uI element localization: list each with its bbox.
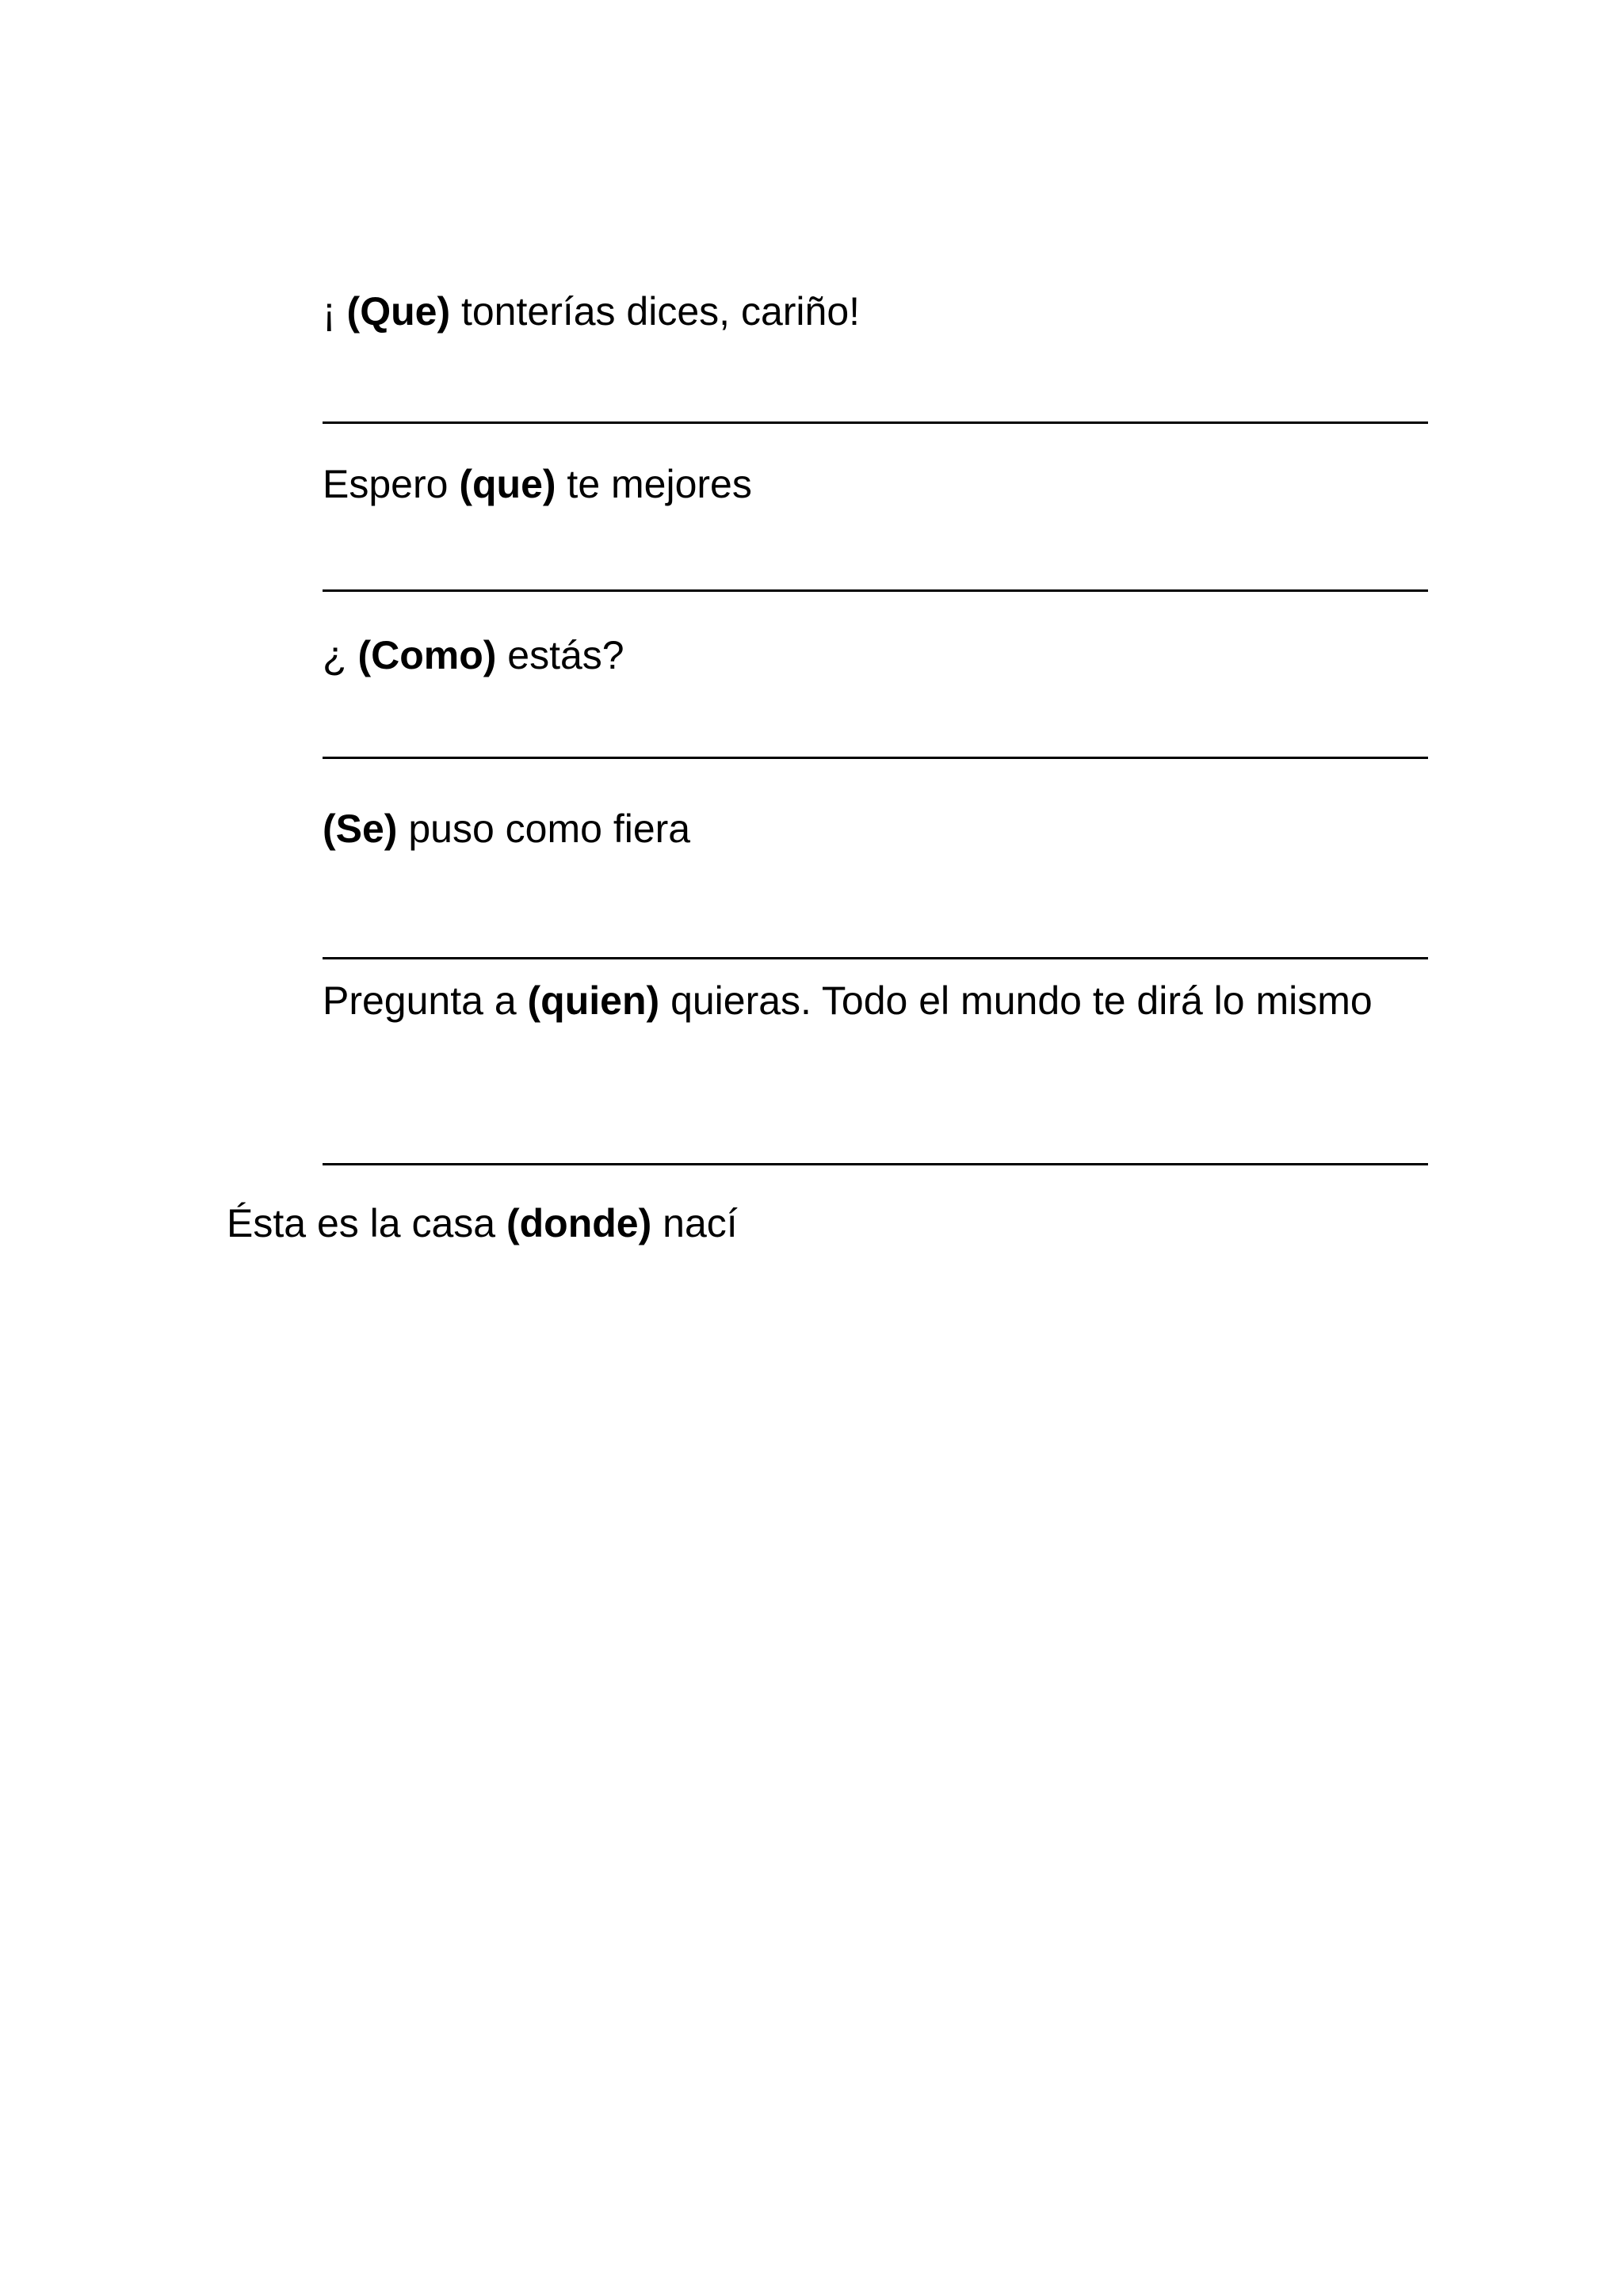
sentence-6-keyword: (donde)	[506, 1201, 652, 1245]
answer-line-1[interactable]	[323, 421, 1428, 424]
sentence-3-before: ¿	[323, 633, 358, 677]
sentence-5-after: quieras. Todo el mundo te dirá lo mismo	[659, 978, 1373, 1023]
sentence-3-after: estás?	[496, 633, 624, 677]
sentence-4	[323, 804, 690, 853]
sentence-2-keyword: (que)	[459, 462, 556, 506]
sentence-4-after: puso como fiera	[397, 807, 691, 851]
sentence-5-keyword: (quien)	[527, 978, 660, 1023]
sentence-2-before: Espero	[323, 462, 460, 506]
sentence-6-before: Ésta es la casa	[227, 1201, 506, 1245]
sentence-1-keyword: (Que)	[346, 289, 451, 334]
sentence-2	[323, 460, 752, 509]
sentence-3-keyword: (Como)	[357, 633, 497, 677]
answer-line-3[interactable]	[323, 757, 1428, 759]
sentence-3	[323, 631, 624, 680]
answer-line-4[interactable]	[323, 957, 1428, 959]
answer-line-5[interactable]	[323, 1163, 1428, 1165]
sentence-1-after: tonterías dices, cariño!	[450, 289, 861, 334]
sentence-1	[323, 287, 860, 336]
sentence-6	[227, 1199, 738, 1248]
sentence-6-after: nací	[651, 1201, 738, 1245]
answer-line-2[interactable]	[323, 589, 1428, 592]
sentence-2-after: te mejores	[556, 462, 752, 506]
sentence-4-keyword: (Se)	[323, 807, 398, 851]
sentence-1-before: ¡	[323, 289, 347, 334]
sentence-5-before: Pregunta a	[323, 978, 528, 1023]
sentence-5	[323, 976, 1405, 1025]
